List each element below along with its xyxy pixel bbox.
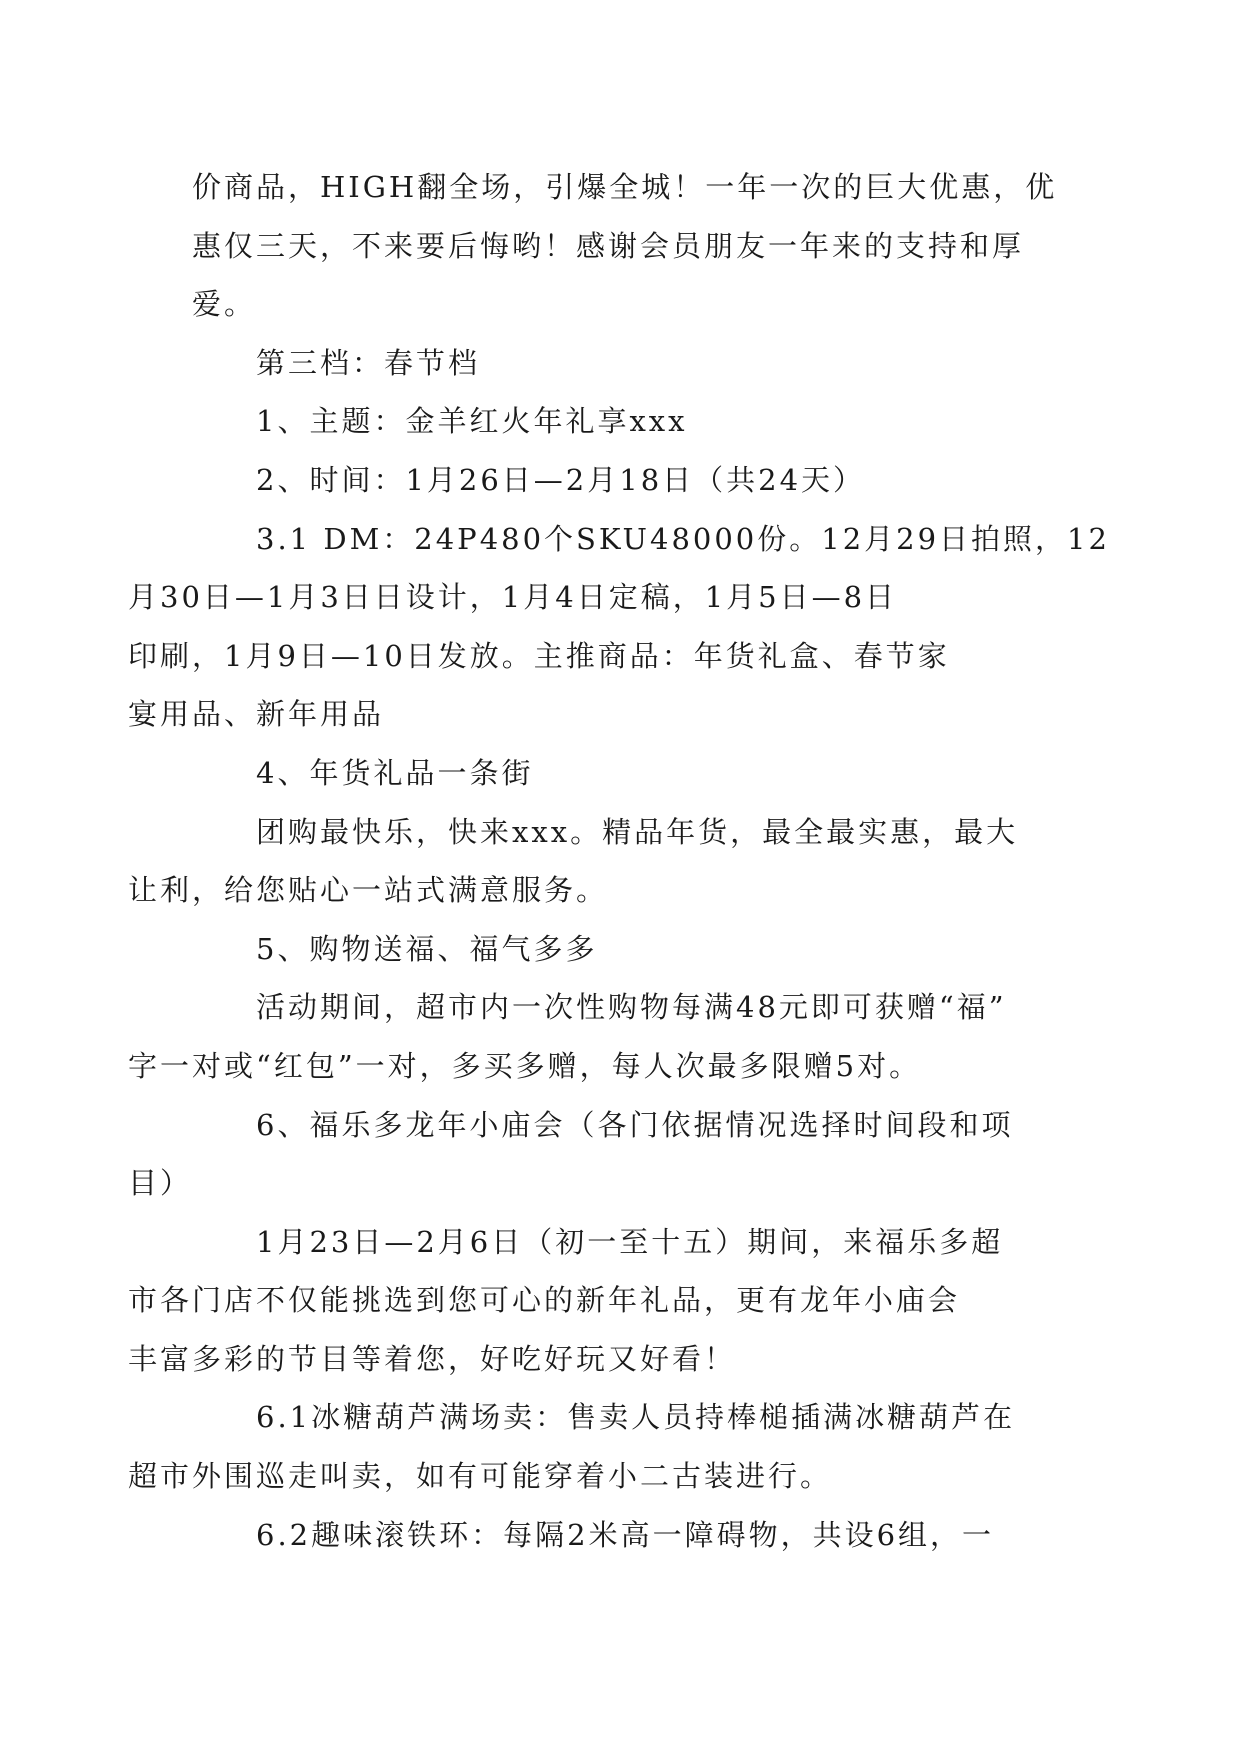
paragraph bbox=[128, 803, 1060, 920]
text-line: 1月23日—2月6日（初一至十五）期间，来福乐多超 bbox=[256, 1224, 1004, 1259]
text-line: 2、时间：1月26日—2月18日（共24天） bbox=[256, 462, 866, 497]
document-body bbox=[128, 158, 1110, 1564]
text-line: 6.1冰糖葫芦满场卖：售卖人员持棒槌插满冰糖葫芦在 bbox=[256, 1400, 1016, 1435]
text-line: 让利，给您贴心一站式满意服务。 bbox=[128, 873, 609, 908]
text-line: 团购最快乐，快来xxx。精品年货，最全最实惠，最大 bbox=[256, 814, 1019, 849]
list-item bbox=[192, 744, 1060, 803]
list-item bbox=[128, 1096, 1060, 1213]
section-heading bbox=[192, 334, 1060, 393]
paragraph bbox=[128, 510, 1110, 744]
list-item bbox=[192, 451, 1060, 510]
text-line: 印刷，1月9日—10日发放。主推商品：年货礼盒、春节家 bbox=[128, 638, 950, 673]
text-line: 市各门店不仅能挑选到您可心的新年礼品，更有龙年小庙会 bbox=[128, 1283, 961, 1318]
text-line: 6、福乐多龙年小庙会（各门依据情况选择时间段和项 bbox=[256, 1107, 1014, 1142]
text-line: 第三档：春节档 bbox=[256, 345, 481, 380]
text-line: 目） bbox=[128, 1166, 193, 1201]
paragraph bbox=[192, 1506, 1060, 1565]
paragraph bbox=[192, 158, 1060, 334]
text-line: 3.1 DM：24P480个SKU48000份。12月29日拍照，12 bbox=[256, 521, 1110, 556]
text-line: 宴用品、新年用品 bbox=[128, 697, 385, 732]
text-line: 丰富多彩的节目等着您，好吃好玩又好看！ bbox=[128, 1341, 737, 1376]
text-line: 超市外围巡走叫卖，如有可能穿着小二古装进行。 bbox=[128, 1459, 833, 1494]
paragraph bbox=[128, 1388, 1060, 1505]
text-line: 惠仅三天，不来要后悔哟！感谢会员朋友一年来的支持和厚 bbox=[192, 228, 1025, 263]
text-line: 5、购物送福、福气多多 bbox=[256, 931, 598, 966]
paragraph bbox=[128, 1213, 1060, 1389]
list-item bbox=[192, 392, 1060, 451]
text-line: 月30日—1月3日日设计，1月4日定稿，1月5日—8日 bbox=[128, 580, 898, 615]
list-item bbox=[192, 920, 1060, 979]
text-line: 价商品，HIGH翻全场，引爆全城！一年一次的巨大优惠，优 bbox=[192, 170, 1058, 204]
text-line: 4、年货礼品一条街 bbox=[256, 755, 534, 790]
text-line: 爱。 bbox=[192, 287, 257, 322]
text-line: 1、主题：金羊红火年礼享xxx bbox=[256, 404, 688, 439]
text-line: 字一对或“红包”一对，多买多赠，每人次最多限赠5对。 bbox=[128, 1048, 922, 1083]
paragraph bbox=[128, 978, 1060, 1095]
text-line: 6.2趣味滚铁环：每隔2米高一障碍物，共设6组，一 bbox=[256, 1517, 995, 1552]
text-line: 活动期间，超市内一次性购物每满48元即可获赠“福” bbox=[256, 990, 1007, 1025]
